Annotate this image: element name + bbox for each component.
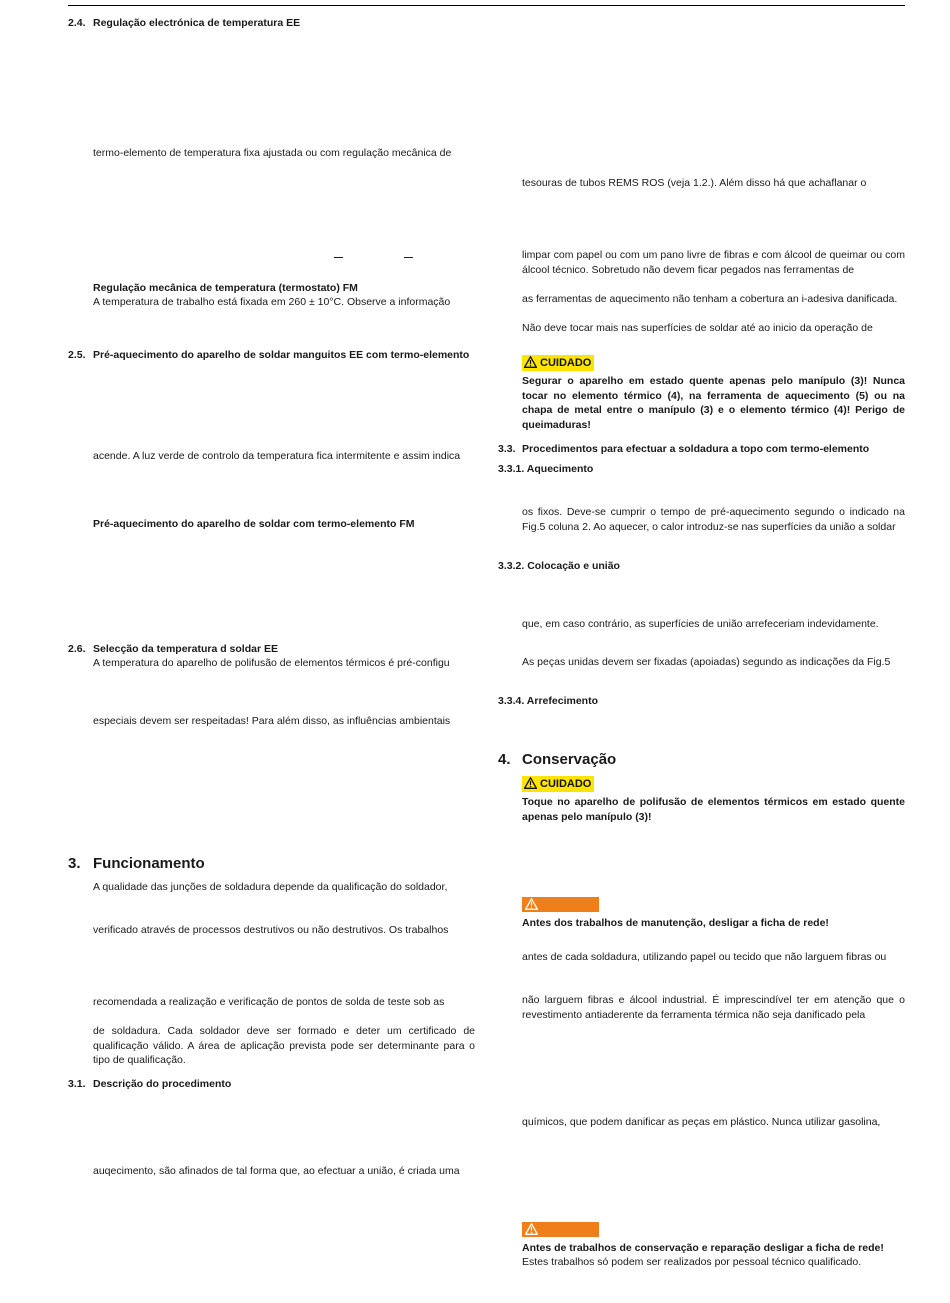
body-text: A temperatura do aparelho de polifusão de elementos térmicos é pré-configu xyxy=(93,657,450,669)
dash-mark xyxy=(404,257,413,258)
body-text: acende. A luz verde de controlo da temperatura fica intermitente e assim indica xyxy=(93,450,461,462)
body-text: tesouras de tubos REMS ROS (veja 1.2.). Além disso há que achaflanar o xyxy=(522,177,867,189)
section-number: 2.6. xyxy=(68,643,86,655)
section-title: Regulação electrónica de temperatura EE xyxy=(93,17,301,29)
body-text: Não deve tocar mais nas superfícies de soldar até ao inicio da operação de xyxy=(522,322,873,334)
warning-triangle-icon xyxy=(524,356,537,368)
warning-text: Antes dos trabalhos de manutenção, desligar a ficha de rede! xyxy=(522,917,829,929)
body-text: A qualidade das junções de soldadura depende da qualificação do soldador, xyxy=(93,881,448,893)
body-text: auqecimento, são afinados de tal forma que, ao efectuar a união, é criada uma xyxy=(93,1165,460,1177)
section-number: 3.1. xyxy=(68,1078,86,1090)
dash-mark xyxy=(334,257,343,258)
section-number: 3.3. xyxy=(498,443,516,455)
body-text: As peças unidas devem ser fixadas (apoiadas) segundo as indicações da Fig.5 xyxy=(522,656,891,668)
section-number: 2.5. xyxy=(68,349,86,361)
body-text: termo-elemento de temperatura fixa ajustada ou com regulação mecânica de xyxy=(93,147,452,159)
warning-badge xyxy=(522,897,599,912)
body-text: recomendada a realização e verificação de pontos de solda de teste sob as xyxy=(93,996,445,1008)
top-rule xyxy=(68,5,905,6)
caution-text: Toque no aparelho de polifusão de elementos térmicos em estado quente apenas pelo manípulo (3)! xyxy=(522,796,905,823)
caution-badge xyxy=(522,776,594,792)
warning-triangle-icon xyxy=(525,898,538,910)
caution-badge xyxy=(522,355,594,371)
warning-triangle-icon xyxy=(525,1223,538,1235)
body-text: Estes trabalhos só podem ser realizados por pessoal técnico qualificado. xyxy=(522,1256,862,1268)
body-text: verificado através de processos destrutivos ou não destrutivos. Os trabalhos xyxy=(93,924,449,936)
chapter-number: 4. xyxy=(498,751,511,768)
section-number: 2.4. xyxy=(68,17,86,29)
caution-label: CUIDADO xyxy=(540,778,592,790)
body-text: que, em caso contrário, as superfícies de união arrefeceriam indevidamente. xyxy=(522,618,879,630)
body-paragraph: não larguem fibras e álcool industrial. É imprescindível ter em atenção que o revestimento antiaderente da ferramenta térmica não seja danificado pela xyxy=(522,994,905,1021)
subsection-title: 3.3.1. Aquecimento xyxy=(498,463,594,475)
warning-text: Antes de trabalhos de conservação e reparação desligar a ficha de rede! xyxy=(522,1242,884,1254)
body-paragraph: os fixos. Deve-se cumprir o tempo de pré-aquecimento segundo o indicado na Fig.5 coluna 2. Ao aquecer, o calor introduz-se nas superfícies da união a soldar xyxy=(522,506,905,533)
chapter-title: Conservação xyxy=(522,751,617,768)
caution-text: Segurar o aparelho em estado quente apenas pelo manípulo (3)! Nunca tocar no elemento térmico (4), na ferramenta de aquecimento (5) ou na chapa de metal entre o manípulo (3) e o elemento térmico (4)! Perigo de queimaduras! xyxy=(522,375,905,431)
body-text: especiais devem ser respeitadas! Para além disso, as influências ambientais xyxy=(93,715,451,727)
subsection-title: Regulação mecânica de temperatura (termostato) FM xyxy=(93,282,358,294)
body-text: químicos, que podem danificar as peças em plástico. Nunca utilizar gasolina, xyxy=(522,1116,881,1128)
chapter-number: 3. xyxy=(68,855,81,872)
section-title: Pré-aquecimento do aparelho de soldar manguitos EE com termo-elemento xyxy=(93,349,470,361)
chapter-title: Funcionamento xyxy=(93,855,205,872)
section-title: Selecção da temperatura d soldar EE xyxy=(93,643,278,655)
body-text: antes de cada soldadura, utilizando papel ou tecido que não larguem fibras ou xyxy=(522,951,887,963)
body-paragraph: limpar com papel ou com um pano livre de fibras e com álcool de queimar ou com álcool técnico. Sobretudo não devem ficar pegados nas ferramentas de xyxy=(522,249,905,276)
body-text: as ferramentas de aquecimento não tenham a cobertura an i-adesiva danificada. xyxy=(522,293,898,305)
warning-badge xyxy=(522,1222,599,1237)
subsection-title: 3.3.2. Colocação e união xyxy=(498,560,620,572)
section-title: Procedimentos para efectuar a soldadura a topo com termo-elemento xyxy=(522,443,870,455)
body-paragraph: de soldadura. Cada soldador deve ser formado e deter um certificado de qualificação válido. A área de aplicação prevista pode ser determinante para o tipo de qualificação. xyxy=(93,1025,475,1066)
section-title: Descrição do procedimento xyxy=(93,1078,232,1090)
body-text: A temperatura de trabalho está fixada em 260 ± 10°C. Observe a informação xyxy=(93,296,451,308)
warning-triangle-icon xyxy=(524,777,537,789)
subsection-title: Pré-aquecimento do aparelho de soldar com termo-elemento FM xyxy=(93,518,415,530)
caution-label: CUIDADO xyxy=(540,357,592,369)
subsection-title: 3.3.4. Arrefecimento xyxy=(498,695,598,707)
